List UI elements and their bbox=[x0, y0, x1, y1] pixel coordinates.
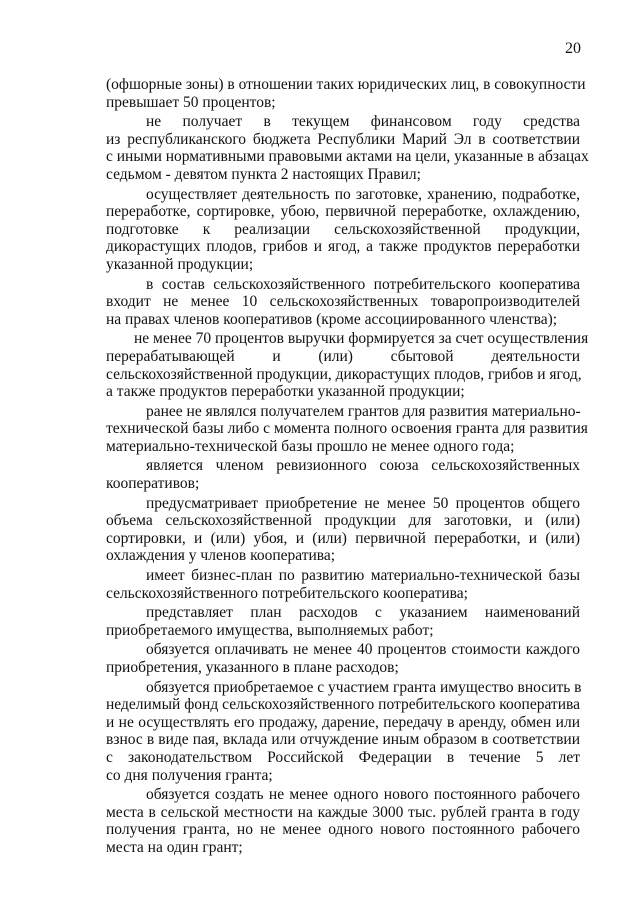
text-line: обязуется оплачивать не менее 40 процентов стоимости каждого bbox=[146, 641, 580, 659]
paragraph bbox=[106, 457, 580, 492]
text-line: кооперативов; bbox=[106, 475, 200, 493]
text-line: сельскохозяйственной продукции, дикорастущих плодов, грибов и ягод, bbox=[106, 365, 582, 383]
text-line: переработке, сортировке, убою, первичной переработке, охлаждению, bbox=[106, 203, 580, 221]
text-line: места на один грант; bbox=[106, 838, 243, 856]
text-line: дикорастущих плодов, грибов и ягод, а также продуктов переработки bbox=[106, 238, 580, 256]
text-line: охлаждения у членов кооператива; bbox=[106, 547, 336, 565]
text-line: взнос в виде пая, вклада или отчуждение иным образом в соответствии bbox=[106, 731, 580, 749]
text-line: из республиканского бюджета Республики Марий Эл в соответствии bbox=[106, 130, 580, 148]
text-line: седьмом - девятом пункта 2 настоящих Правил; bbox=[106, 165, 421, 183]
text-line: приобретения, указанного в плане расходов; bbox=[106, 659, 399, 676]
text-line: обязуется создать не менее одного нового постоянного рабочего bbox=[146, 786, 580, 804]
text-line: и не осуществлять его продажу, дарение, передачу в аренду, обмен или bbox=[106, 713, 580, 731]
text-line: предусматривает приобретение не менее 50 процентов общего bbox=[146, 494, 580, 512]
text-line: имеет бизнес-план по развитию материально-технической базы bbox=[146, 567, 580, 585]
paragraph bbox=[106, 276, 580, 329]
text-line: превышает 50 процентов; bbox=[106, 93, 276, 111]
text-line: сельскохозяйственного потребительского кооператива; bbox=[106, 584, 468, 602]
paragraph bbox=[106, 604, 580, 639]
paragraph bbox=[106, 567, 580, 602]
paragraph bbox=[106, 679, 580, 785]
document-body bbox=[106, 76, 589, 859]
text-line: осуществляет деятельность по заготовке, хранению, подработке, bbox=[146, 185, 580, 203]
text-line: обязуется приобретаемое с участием гранта имущество вносить в bbox=[146, 678, 582, 696]
text-line: подготовке к реализации сельскохозяйственной продукции, bbox=[106, 220, 580, 238]
text-line: в состав сельскохозяйственного потребительского кооператива bbox=[146, 275, 580, 293]
text-line: является членом ревизионного союза сельскохозяйственных bbox=[146, 457, 580, 475]
text-line: места в сельской местности на каждые 3000 тыс. рублей гранта в году bbox=[106, 803, 580, 821]
paragraph bbox=[106, 76, 586, 111]
text-line: на правах членов кооперативов (кроме ассоциированного членства); bbox=[106, 310, 558, 328]
text-line: указанной продукции; bbox=[106, 255, 254, 273]
paragraph bbox=[106, 641, 580, 676]
paragraph bbox=[106, 786, 580, 856]
paragraph bbox=[106, 186, 580, 274]
paragraph bbox=[106, 330, 589, 401]
text-line: (офшорные зоны) в отношении таких юридических лиц, в совокупности bbox=[106, 76, 586, 93]
text-line: с иными нормативными правовыми актами на цели, указанные в абзацах bbox=[106, 148, 589, 166]
paragraph bbox=[106, 113, 589, 183]
text-line: ранее не являлся получателем грантов для развития материально- bbox=[146, 402, 581, 420]
text-line: не получает в текущем финансовом году средства bbox=[146, 113, 580, 131]
text-line: со дня получения гранта; bbox=[106, 766, 273, 784]
text-line: неделимый фонд сельскохозяйственного потребительского кооператива bbox=[106, 696, 580, 714]
paragraph bbox=[106, 495, 580, 565]
paragraph bbox=[106, 402, 588, 456]
text-line: получения гранта, но не менее одного нового постоянного рабочего bbox=[106, 821, 580, 839]
text-line: представляет план расходов с указанием наименований bbox=[146, 604, 580, 622]
text-line: перерабатывающей и (или) сбытовой деятельности bbox=[106, 347, 580, 365]
text-line: входит не менее 10 сельскохозяйственных товаропроизводителей bbox=[106, 293, 580, 311]
text-line: материально-технической базы прошло не менее одного года; bbox=[106, 437, 515, 455]
text-line: не менее 70 процентов выручки формируется за счет осуществления bbox=[134, 330, 589, 348]
text-line: с законодательством Российской Федерации в течение 5 лет bbox=[106, 748, 580, 766]
text-line: сортировки, и (или) убоя, и (или) первичной переработки, и (или) bbox=[106, 529, 580, 547]
text-line: объема сельскохозяйственной продукции для заготовки, и (или) bbox=[106, 512, 580, 530]
page-number: 20 bbox=[565, 40, 581, 57]
text-line: приобретаемого имущества, выполняемых работ; bbox=[106, 621, 434, 639]
text-line: а также продуктов переработки указанной продукции; bbox=[106, 383, 465, 401]
text-line: технической базы либо с момента полного освоения гранта для развития bbox=[106, 420, 588, 438]
